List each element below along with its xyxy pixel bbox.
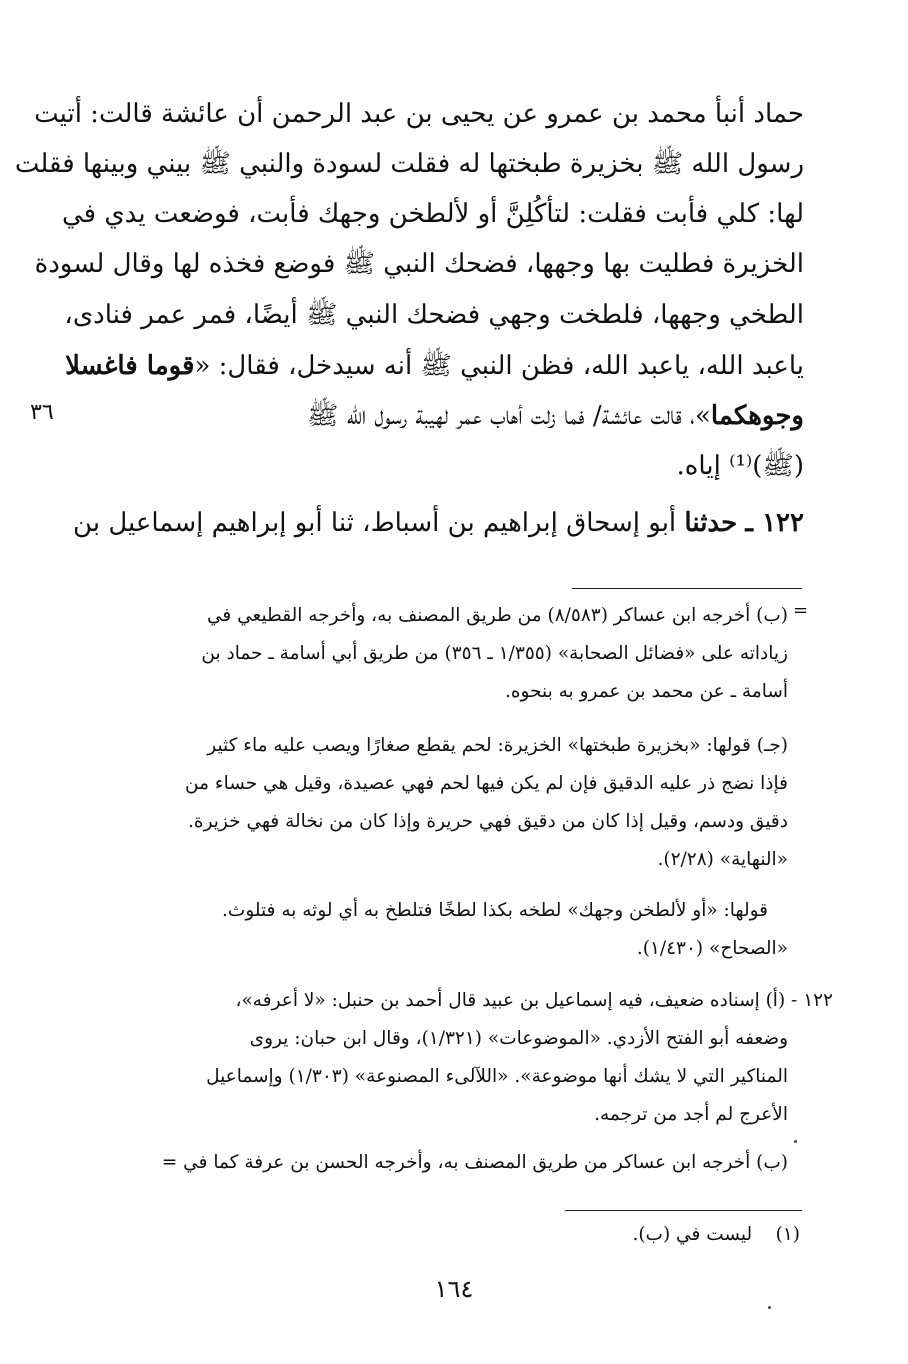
footnote-line-7: «النهاية» (٢/٢٨). (657, 849, 788, 870)
speck-mark (794, 1140, 797, 1143)
main-text-line-2: رسول الله ﷺ بخزيرة طبختها له فقلت لسودة والنبي ﷺ بيني وبينها فقلت (14, 149, 804, 179)
bottom-note-separator (565, 1210, 802, 1211)
footnote-line-1: (ب) أخرجه ابن عساكر (٨/٥٨٣) من طريق المصنف به، وأخرجه القطيعي في (206, 605, 788, 626)
main-text-line-8: (ﷺ)⁽¹⁾ إياه. (676, 451, 804, 481)
footnote-line-14: (ب) أخرجه ابن عساكر من طريق المصنف به، وأخرجه الحسن بن عرفة كما في = (161, 1152, 788, 1173)
main-text-line-4: الخزيرة فطليت بها وجهها، فضحك النبي ﷺ فوضع فخذه لها وقال لسودة (34, 249, 804, 279)
hadith-number: ١٢٢ ـ (745, 508, 804, 538)
footnote-line-3: أسامة ـ عن محمد بن عمرو به بنحوه. (504, 681, 788, 702)
footnote-separator (572, 588, 802, 589)
bottom-note-number: (١) (775, 1224, 800, 1245)
footnote-line-9: «الصحاح» (١/٤٣٠). (636, 938, 788, 959)
main-text-line-5: الطخي وجهها، فلطخت وجهي فضحك النبي ﷺ أيضًا، فمر عمر فنادى، (64, 300, 804, 330)
footnote-line-10: ١٢٢ - (أ) إسناده ضعيف، فيه إسماعيل بن عبيد قال أحمد بن حنبل: «لا أعرفه»، (235, 990, 833, 1011)
bottom-note (632, 1216, 800, 1254)
footnote-line-13: الأعرج لم أجد من ترجمه. (594, 1104, 788, 1125)
footnote-line-11: وضعفه أبو الفتح الأزدي. «الموضوعات» (١/٣٢١)، وقال ابن حبان: يروى (249, 1028, 788, 1049)
footnote-line-5: فإذا نضج ذر عليه الدقيق فإن لم يكن فيها لحم فهي عصيدة، وقيل هي حساء من (185, 773, 788, 794)
main-text-line-7: وجوهكما»، قالت عائشة/ فما زلت أهاب عمر لهيبة رسول الله ﷺ (307, 401, 804, 431)
hadith-keyword: حدثنا (684, 508, 738, 538)
main-text-line-3: لها: كلي فأبت فقلت: لتأكُلِنَّ أو لألطخن وجهك فأبت، فوضعت يدي في (61, 199, 804, 229)
hadith-text: أبو إسحاق إبراهيم بن أسباط، ثنا أبو إبراهيم إسماعيل بن (73, 508, 685, 538)
margin-manuscript-number: ٣٦ (30, 400, 54, 425)
continuation-mark: = (793, 600, 809, 621)
quoted-speech: قوما فاغسلا (65, 351, 195, 381)
bottom-note-text: ليست في (ب). (632, 1224, 753, 1245)
page-number: ١٦٤ (434, 1275, 474, 1303)
footnote-line-6: دقيق ودسم، وقيل إذا كان من دقيق فهي حريرة وإذا كان من نخالة فهي خزيرة. (188, 811, 788, 832)
footnote-line-12: المناكير التي لا يشك أنها موضوعة». «اللآلىء المصنوعة» (١/٣٠٣) وإسماعيل (206, 1066, 788, 1087)
footnote-line-8: قولها: «أو لألطخن وجهك» لطخه بكذا لطخًا فتلطخ به أي لوثه به فتلوث. (222, 900, 768, 921)
footnote-line-2: زياداته على «فضائل الصحابة» (١/٣٥٥ ـ ٣٥٦) من طريق أبي أسامة ـ حماد بن (201, 643, 788, 664)
main-text-line-6: ياعبد الله، ياعبد الله، فظن النبي ﷺ أنه سيدخل، فقال: «قوما فاغسلا (65, 351, 804, 381)
hadith-122-line (73, 498, 804, 548)
speck-mark (768, 1306, 771, 1309)
quoted-speech: وجوهكما (710, 401, 804, 431)
main-text-line-1: حماد أنبأ محمد بن عمرو عن يحيى بن عبد الرحمن أن عائشة قالت: أتيت (34, 99, 804, 129)
footnote-line-4: (جـ) قولها: «بخزيرة طبختها» الخزيرة: لحم يقطع صغارًا ويصب عليه ماء كثير (207, 735, 788, 756)
